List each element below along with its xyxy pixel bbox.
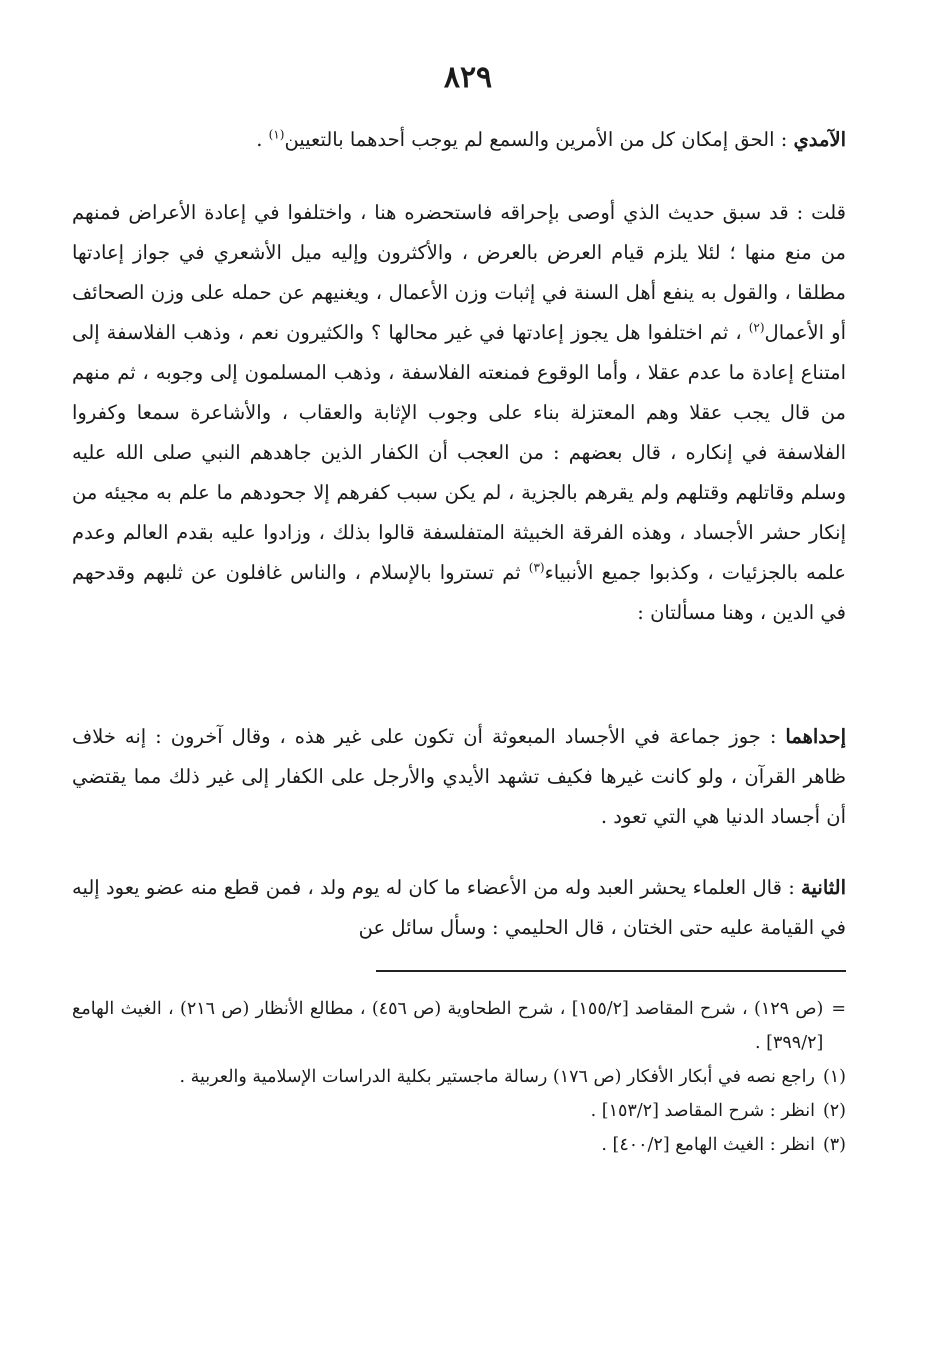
paragraph-text: : جوز جماعة في الأجساد المبعوثة أن تكون على غير هذه ، وقال آخرون : إنه خلاف ظاهر القرآن ، ولو كانت غيرها فكيف تشهد الأيدي والأرجل على الكفار إلى غير ذلك مما يقتضي أن أجساد الدنيا هي التي تعود . [72,725,846,828]
footnote-number: (٢) [822,1101,846,1121]
paragraph-lead: إحداهما [785,725,846,748]
paragraph-text: قلت : قد سبق حديث الذي أوصى بإحراقه فاستحضره هنا ، واختلفوا في إعادة الأعراض فمنهم من منع منها ؛ لئلا يلزم قيام العرض بالعرض ، والأكثرون وإليه ميل الأشعري في جواز إعادتها مطلقا ، والقول به ينفع أهل السنة في إثبات وزن الأعمال ، ويغنيهم عن حمله على وزن الصحائف أو الأعمال [72,201,846,344]
footnote-ref: (١) [268,127,285,142]
paragraph-ihdahuma [72,717,846,837]
paragraph-qultu [72,193,846,633]
footnote-divider [376,970,846,972]
paragraph-text: : قال العلماء يحشر العبد وله من الأعضاء ما كان له يوم ولد ، فمن قطع منه عضو يعود إليه في القيامة عليه حتى الختان ، قال الحليمي : وسأل سائل عن [72,876,846,939]
footnote [72,1094,846,1128]
footnotes [72,992,846,1162]
footnote [72,1060,846,1094]
paragraph-amidi [72,120,846,160]
paragraph-end: . [256,128,269,151]
paragraph-text: ثم تستروا بالإسلام ، والناس غافلون عن ثلبهم وقدحهم في الدين ، وهنا مسألتان : [72,561,846,624]
footnote-text: انظر : الغيث الهامع [٤٠٠/٢] . [601,1135,815,1155]
footnote [72,1128,846,1162]
footnote-number: (٣) [822,1135,846,1155]
paragraph-text: : الحق إمكان كل من الأمرين والسمع لم يوجب أحدهما بالتعيين [284,128,794,151]
footnote-text: راجع نصه في أبكار الأفكار (ص ١٧٦) رسالة ماجستير بكلية الدراسات الإسلامية والعربية . [179,1067,815,1087]
paragraph-text: ، ثم اختلفوا هل يجوز إعادتها في غير محالها ؟ والكثيرون نعم ، وذهب الفلاسفة إلى امتناع إعادة ما عدم عقلا ، وأما الوقوع فمنعته الفلاسفة ، وذهب المسلمون إلى وجوبه ، ثم منهم من قال يجب عقلا وهم المعتزلة بناء على وجوب الإثابة والعقاب ، والأشاعرة سمعا وكفروا الفلاسفة في إنكاره ، قال بعضهم : من العجب أن الكفار الذين جاهدهم النبي صلى الله عليه وسلم وقاتلهم وقتلهم ولم يقرهم بالجزية ، لم يكن سبب كفرهم إلا جحودهم ما علم به مجيئه من إنكار حشر الأجساد ، وهذه الفرقة الخبيثة المتفلسفة قالوا بذلك ، وزادوا عليه بقدم العالم وعدم علمه بالجزئيات ، وكذبوا جميع الأنبياء [72,321,846,584]
footnote-number: (١) [822,1067,846,1087]
paragraph-thaniya [72,868,846,948]
footnote-number: = [831,999,846,1019]
paragraph-lead: الثانية [801,876,846,899]
footnote [72,992,846,1060]
page-number: ٨٢٩ [443,60,493,95]
footnote-ref: (٣) [528,560,545,575]
footnote-ref: (٢) [748,320,765,335]
paragraph-lead: الآمدي [793,128,846,151]
footnote-text: (ص ١٢٩) ، شرح المقاصد [١٥٥/٢] ، شرح الطحاوية (ص ٤٥٦) ، مطالع الأنظار (ص ٢١٦) ، الغيث الهامع [٣٩٩/٢] . [72,999,824,1053]
footnote-text: انظر : شرح المقاصد [١٥٣/٢] . [590,1101,815,1121]
